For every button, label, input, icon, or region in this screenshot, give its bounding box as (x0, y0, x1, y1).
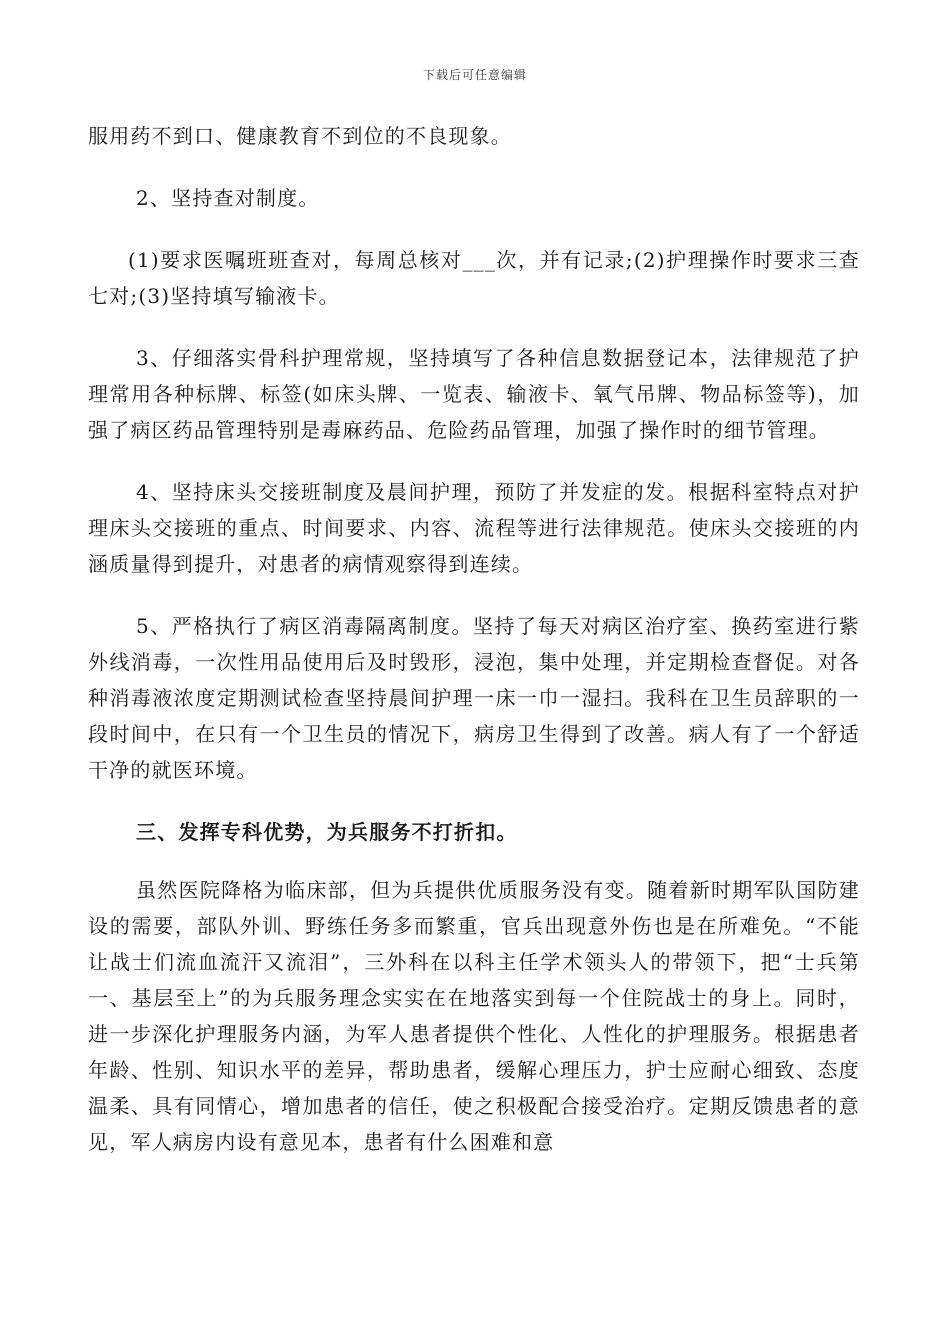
paragraph-item-2-details: (1)要求医嘱班班查对，每周总核对___次，并有记录;(2)护理操作时要求三查七对;(3)坚持填写输液卡。 (88, 248, 860, 308)
paragraph-continued: 服用药不到口、健康教育不到位的不良现象。 (88, 124, 512, 148)
page-header-note: 下载后可任意编辑 (422, 68, 527, 82)
paragraph-item-3: 3、仔细落实骨科护理常规，坚持填写了各种信息数据登记本，法律规范了护理常用各种标牌、标签(如床头牌、一览表、输液卡、氧气吊牌、物品标签等)，加强了病区药品管理特别是毒麻药品、危险药品管理，加强了操作时的细节管理。 (88, 346, 860, 442)
paragraph-item-5: 5、严格执行了病区消毒隔离制度。坚持了每天对病区治疗室、换药室进行紫外线消毒，一次性用品使用后及时毁形，浸泡，集中处理，并定期检查督促。对各种消毒液浓度定期测试检查坚持晨间护理一床一巾一湿扫。我科在卫生员辞职的一段时间中，在只有一个卫生员的情况下，病房卫生得到了改善。病人有了一个舒适干净的就医环境。 (88, 614, 860, 782)
section-heading: 三、发挥专科优势，为兵服务不打折扣。 (136, 820, 518, 844)
paragraph-item-4: 4、坚持床头交接班制度及晨间护理，预防了并发症的发。根据科室特点对护理床头交接班的重点、时间要求、内容、流程等进行法律规范。使床头交接班的内涵质量得到提升，对患者的病情观察得到连续。 (88, 480, 860, 576)
paragraph-item-2: 2、坚持查对制度。 (136, 186, 320, 210)
document-body (88, 118, 860, 1186)
paragraph-section-3: 虽然医院降格为临床部，但为兵提供优质服务没有变。随着新时期军队国防建设的需要，部队外训、野练任务多而繁重，官兵出现意外伤也是在所难免。“不能让战士们流血流汗又流泪”，三外科在以科主任学术领头人的带领下，把“士兵第一、基层至上”的为兵服务理念实实在在地落实到每一个住院战士的身上。同时，进一步深化护理服务内涵，为军人患者提供个性化、人性化的护理服务。根据患者年龄、性别、知识水平的差异，帮助患者，缓解心理压力，护士应耐心细致、态度温柔、具有同情心，增加患者的信任，使之积极配合接受治疗。定期反馈患者的意见，军人病房内设有意见本，患者有什么困难和意 (88, 878, 860, 1154)
